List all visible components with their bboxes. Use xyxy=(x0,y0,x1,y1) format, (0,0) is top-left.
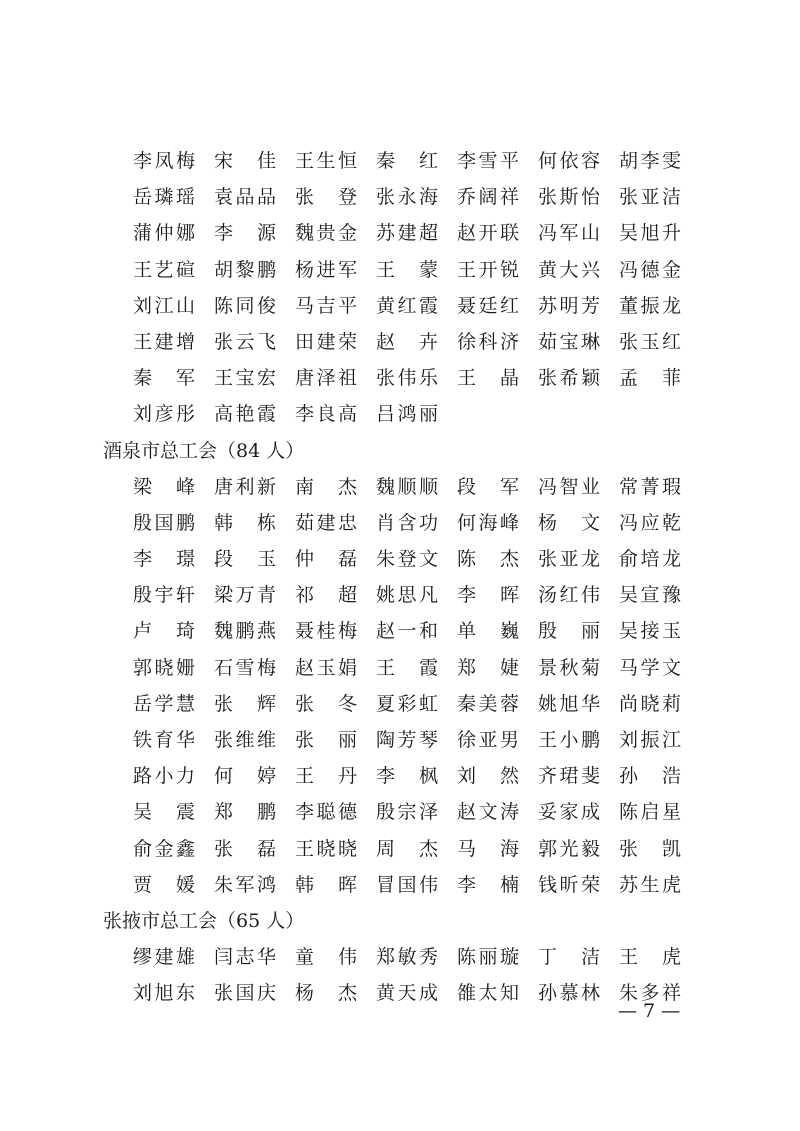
name-row xyxy=(103,939,693,975)
person-name: 钱 昕 荣 xyxy=(538,873,600,896)
person-name: 王 建 增 xyxy=(133,330,195,353)
person-name: 徐 科 济 xyxy=(457,330,519,353)
person-name: 张 亚 龙 xyxy=(538,548,600,571)
person-name: 高 艳 霞 xyxy=(214,403,276,426)
person-name: 仲 磊 xyxy=(295,548,357,571)
person-name: 石 雪 梅 xyxy=(214,656,276,679)
person-name: 茹 建 忠 xyxy=(295,511,357,534)
person-name: 殷 宇 轩 xyxy=(133,584,195,607)
person-name: 张 云 飞 xyxy=(214,330,276,353)
person-name: 魏 顺 顺 xyxy=(376,475,438,498)
person-name: 张 辉 xyxy=(214,692,276,715)
person-name: 孙 慕 林 xyxy=(538,982,600,1005)
person-name: 张 亚 洁 xyxy=(619,186,681,209)
person-name: 刘 彦 彤 xyxy=(133,403,195,426)
person-name: 齐 珺 斐 xyxy=(538,765,600,788)
name-row xyxy=(103,794,693,830)
person-name: 妥 家 成 xyxy=(538,801,600,824)
name-row xyxy=(103,505,693,541)
person-name: 王 晶 xyxy=(457,367,519,390)
person-name: 雒 太 知 xyxy=(457,982,519,1005)
person-name: 王 开 锐 xyxy=(457,258,519,281)
person-name: 李 凤 梅 xyxy=(133,150,195,172)
person-name: 丁 洁 xyxy=(538,946,600,969)
person-name: 童 伟 xyxy=(295,946,357,969)
person-name: 祁 超 xyxy=(295,584,357,607)
section-heading: 张掖市总工会（65 人） xyxy=(103,909,305,932)
person-name: 吴 接 玉 xyxy=(619,620,681,643)
person-name: 魏 贵 金 xyxy=(295,222,357,245)
person-name: 冯 智 业 xyxy=(538,475,600,498)
person-name: 唐 利 新 xyxy=(214,475,276,498)
person-name: 冯 德 金 xyxy=(619,258,681,281)
person-name: 段 军 xyxy=(457,475,519,498)
person-name: 苏 生 虎 xyxy=(619,873,681,896)
person-name: 张 维 维 xyxy=(214,729,276,751)
person-name: 黄 天 成 xyxy=(376,982,438,1005)
person-name: 闫 志 华 xyxy=(214,946,276,969)
person-name: 殷 宗 泽 xyxy=(376,801,438,824)
person-name: 夏 彩 虹 xyxy=(376,692,438,715)
person-name: 李 楠 xyxy=(457,873,519,896)
person-name: 董 振 龙 xyxy=(619,294,681,317)
person-name: 吴 宣 豫 xyxy=(619,584,681,607)
person-name: 吴 旭 升 xyxy=(619,222,681,245)
person-name: 俞 培 龙 xyxy=(619,548,681,571)
person-name: 陶 芳 琴 xyxy=(376,729,438,751)
person-name: 李 良 高 xyxy=(295,403,357,426)
person-name: 张 凯 xyxy=(619,837,681,860)
person-name: 郑 婕 xyxy=(457,656,519,679)
person-name: 何 婷 xyxy=(214,765,276,788)
person-name: 单 巍 xyxy=(457,620,519,643)
person-name: 段 玉 xyxy=(214,548,276,571)
person-name: 周 杰 xyxy=(376,837,438,860)
person-name: 郭 光 毅 xyxy=(538,837,600,860)
person-name: 郭 晓 姗 xyxy=(133,656,195,679)
person-name: 韩 晖 xyxy=(295,873,357,896)
person-name: 缪 建 雄 xyxy=(133,946,195,969)
person-name: 汤 红 伟 xyxy=(538,584,600,607)
person-name: 张 伟 乐 xyxy=(376,367,438,390)
person-name: 陈 丽 璇 xyxy=(457,946,519,969)
person-name: 赵 一 和 xyxy=(376,620,438,643)
person-name: 李 晖 xyxy=(457,584,519,607)
person-name: 秦 美 蓉 xyxy=(457,692,519,715)
person-name: 孙 浩 xyxy=(619,765,681,788)
name-row xyxy=(103,686,693,722)
person-name: 路 小 力 xyxy=(133,765,195,788)
name-row xyxy=(103,469,693,505)
person-name: 马 吉 平 xyxy=(295,294,357,317)
person-name: 杨 文 xyxy=(538,511,600,534)
person-name: 杨 进 军 xyxy=(295,258,357,281)
name-row xyxy=(103,396,693,432)
person-name: 田 建 荣 xyxy=(295,330,357,353)
name-list xyxy=(103,143,693,1012)
person-name: 张 希 颖 xyxy=(538,367,600,390)
person-name: 何 海 峰 xyxy=(457,511,519,534)
person-name: 苏 明 芳 xyxy=(538,294,600,317)
person-name: 张 永 海 xyxy=(376,186,438,209)
person-name: 赵 卉 xyxy=(376,330,438,353)
person-name: 卢 琦 xyxy=(133,620,195,643)
person-name: 张 国 庆 xyxy=(214,982,276,1005)
person-name: 尚 晓 莉 xyxy=(619,692,681,715)
person-name: 蒲 仲 娜 xyxy=(133,222,195,245)
person-name: 刘 江 山 xyxy=(133,294,195,317)
name-row xyxy=(103,541,693,577)
person-name: 王 丹 xyxy=(295,765,357,788)
person-name: 赵 玉 娟 xyxy=(295,656,357,679)
person-name: 张 玉 红 xyxy=(619,330,681,353)
person-name: 黄 红 霞 xyxy=(376,294,438,317)
person-name: 秦 军 xyxy=(133,367,195,390)
name-row xyxy=(103,324,693,360)
person-name: 何 依 容 xyxy=(538,150,600,172)
person-name: 姚 思 凡 xyxy=(376,584,438,607)
person-name: 冯 应 乾 xyxy=(619,511,681,534)
person-name: 王 生 恒 xyxy=(295,150,357,172)
section-heading: 酒泉市总工会（84 人） xyxy=(103,439,305,462)
name-row xyxy=(103,613,693,649)
person-name: 唐 泽 祖 xyxy=(295,367,357,390)
person-name: 吴 震 xyxy=(133,801,195,824)
person-name: 王 宝 宏 xyxy=(214,367,276,390)
name-row xyxy=(103,360,693,396)
person-name: 郑 敏 秀 xyxy=(376,946,438,969)
person-name: 黄 大 兴 xyxy=(538,258,600,281)
person-name: 梁 峰 xyxy=(133,475,195,498)
name-row xyxy=(103,577,693,613)
person-name: 李 源 xyxy=(214,222,276,245)
person-name: 冯 军 山 xyxy=(538,222,600,245)
person-name: 王 晓 晓 xyxy=(295,837,357,860)
person-name: 张 冬 xyxy=(295,692,357,715)
person-name: 茹 宝 琳 xyxy=(538,330,600,353)
person-name: 朱 登 文 xyxy=(376,548,438,571)
person-name: 刘 然 xyxy=(457,765,519,788)
page-number: — 7 — xyxy=(618,1000,681,1022)
person-name: 李 聪 德 xyxy=(295,801,357,824)
name-row xyxy=(103,179,693,215)
person-name: 常 菁 瑕 xyxy=(619,475,681,498)
person-name: 胡 李 雯 xyxy=(619,150,681,172)
person-name: 乔 阔 祥 xyxy=(457,186,519,209)
name-row xyxy=(103,252,693,288)
person-name: 魏 鹏 燕 xyxy=(214,620,276,643)
person-name: 岳 学 慧 xyxy=(133,692,195,715)
person-name: 贾 媛 xyxy=(133,873,195,896)
person-name: 赵 文 涛 xyxy=(457,801,519,824)
person-name: 刘 振 江 xyxy=(619,729,681,751)
person-name: 韩 栋 xyxy=(214,511,276,534)
person-name: 梁 万 青 xyxy=(214,584,276,607)
name-row xyxy=(103,867,693,903)
person-name: 胡 黎 鹏 xyxy=(214,258,276,281)
person-name: 赵 开 联 xyxy=(457,222,519,245)
person-name: 郑 鹏 xyxy=(214,801,276,824)
person-name: 张 登 xyxy=(295,186,357,209)
person-name: 聂 廷 红 xyxy=(457,294,519,317)
person-name: 杨 杰 xyxy=(295,982,357,1005)
person-name: 景 秋 菊 xyxy=(538,656,600,679)
person-name: 朱 军 鸿 xyxy=(214,873,276,896)
name-row xyxy=(103,722,693,758)
person-name: 铁 育 华 xyxy=(133,729,195,751)
person-name: 马 学 文 xyxy=(619,656,681,679)
person-name: 殷 国 鹏 xyxy=(133,511,195,534)
person-name: 朱 多 祥 xyxy=(619,982,681,1005)
person-name: 王 霞 xyxy=(376,656,438,679)
person-name: 南 杰 xyxy=(295,475,357,498)
person-name: 张 斯 怡 xyxy=(538,186,600,209)
person-name: 徐 亚 男 xyxy=(457,729,519,751)
person-name: 苏 建 超 xyxy=(376,222,438,245)
person-name: 姚 旭 华 xyxy=(538,692,600,715)
person-name: 宋 佳 xyxy=(214,150,276,172)
person-name: 岳 璘 瑶 xyxy=(133,186,195,209)
person-name: 袁 品 品 xyxy=(214,186,276,209)
name-row xyxy=(103,288,693,324)
person-name: 陈 同 俊 xyxy=(214,294,276,317)
name-row xyxy=(103,758,693,794)
person-name: 李 璟 xyxy=(133,548,195,571)
person-name: 李 雪 平 xyxy=(457,150,519,172)
person-name: 李 枫 xyxy=(376,765,438,788)
name-row xyxy=(103,143,693,179)
name-row xyxy=(103,215,693,251)
person-name: 冒 国 伟 xyxy=(376,873,438,896)
name-row xyxy=(103,650,693,686)
person-name: 张 丽 xyxy=(295,729,357,751)
person-name: 王 蒙 xyxy=(376,258,438,281)
person-name: 王 艺 碹 xyxy=(133,258,195,281)
person-name: 张 磊 xyxy=(214,837,276,860)
person-name: 殷 丽 xyxy=(538,620,600,643)
person-name: 聂 桂 梅 xyxy=(295,620,357,643)
person-name: 刘 旭 东 xyxy=(133,982,195,1005)
person-name: 陈 启 星 xyxy=(619,801,681,824)
person-name: 马 海 xyxy=(457,837,519,860)
person-name: 吕 鸿 丽 xyxy=(376,403,438,426)
person-name: 陈 杰 xyxy=(457,548,519,571)
person-name: 俞 金 鑫 xyxy=(133,837,195,860)
person-name: 肖 含 功 xyxy=(376,511,438,534)
person-name: 孟 菲 xyxy=(619,367,681,390)
name-row xyxy=(103,975,693,1011)
name-row xyxy=(103,831,693,867)
person-name: 秦 红 xyxy=(376,150,438,172)
person-name: 王 虎 xyxy=(619,946,681,969)
person-name: 王 小 鹏 xyxy=(538,729,600,751)
